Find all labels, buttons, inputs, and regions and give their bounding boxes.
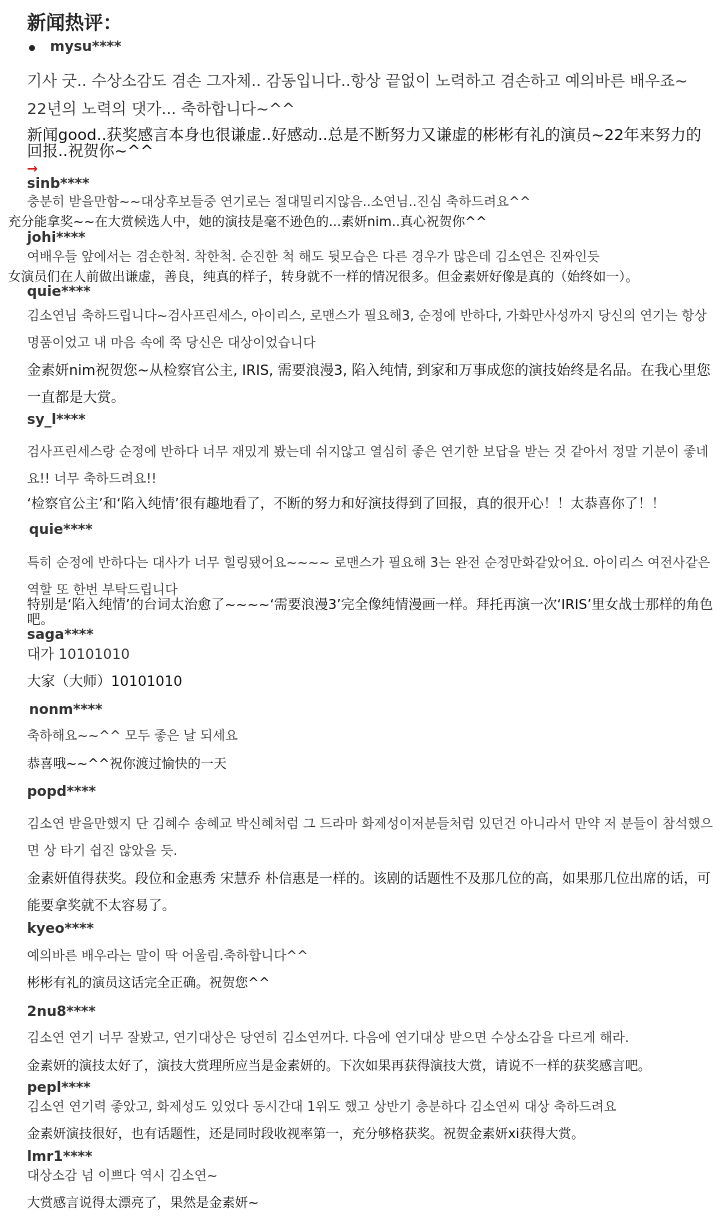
comment-korean: 대가 10101010 [27, 647, 130, 663]
comment-user: johi**** [27, 230, 86, 246]
comment-user: pepl**** [27, 1080, 91, 1096]
comment-user: popd**** [27, 784, 96, 800]
comment-chinese: 女演员们在人前做出谦虚，善良，纯真的样子，转身就不一样的情况很多。但金素妍好像是真的（始终如一）。 [8, 270, 639, 285]
comment-korean: 검사프린세스랑 순정에 반하다 너무 재밌게 봤는데 쉬지않고 열심히 좋은 연기한 보답을 받는 것 같아서 정말 기분이 좋네요!! 너무 축하드려요!! [27, 445, 709, 487]
comment-chinese: 彬彬有礼的演员这话完全正确。祝贺您^^ [27, 976, 270, 991]
comment-korean: 예의바른 배우라는 말이 딱 어울림.축하합니다^^ [27, 949, 309, 964]
comment-korean: 김소연 연기력 좋았고, 화제성도 있었다 동시간대 1위도 했고 상반기 충분하다 김소연씨 대상 축하드려요 [27, 1100, 617, 1115]
comment-chinese: 大家（大师）10101010 [27, 674, 183, 690]
comment-korean: 기사 굿.. 수상소감도 겸손 그자체.. 감동입니다..항상 끝없이 노력하고 겸손하고 예의바른 배우죠~ 22년의 노력의 댓가... 축하합니다~^^ [27, 72, 688, 118]
comment-chinese: 大赏感言说得太漂亮了，果然是金素妍~ [27, 1196, 259, 1211]
comment-korean: 충분히 받을만함~~대상후보들중 연기로는 절대밀리지않음..소연님..진심 축하드려요^^ [27, 195, 531, 210]
comment-user: nonm**** [29, 702, 103, 718]
page-title: 新闻热评： [27, 12, 123, 34]
comment-chinese: 特别是‘陷入纯情’的台词太治愈了~~~~‘需要浪漫3’完全像纯情漫画一样。拜托再演一次‘IRIS’里女战士那样的角色吧。 [27, 597, 713, 628]
comment-korean: 여배우들 앞에서는 겸손한척. 착한척. 순진한 척 해도 뒷모습은 다른 경우가 많은데 김소연은 진짜인듯 [27, 250, 600, 265]
comment-chinese: 恭喜哦~~^^祝你渡过愉快的一天 [27, 757, 227, 772]
comment-user: kyeo**** [27, 921, 94, 937]
comment-korean: 대상소감 넘 이쁘다 역시 김소연~ [27, 1169, 218, 1184]
comment-chinese: 金素妍的演技太好了，演技大赏理所应当是金素妍的。下次如果再获得演技大赏，请说不一样的获奖感言吧。 [27, 1059, 652, 1074]
comment-korean: 김소연 받을만했지 단 김혜수 송혜교 박신혜처럼 그 드라마 화제성이저분들처럼 있던건 아니라서 만약 저 분들이 참석했으면 상 타기 쉽진 않았을 듯. [27, 817, 713, 859]
comment-chinese: 金素妍演技很好，也有话题性，还是同时段收视率第一，充分够格获奖。祝贺金素妍xi获得大赏。 [27, 1127, 585, 1142]
comment-chinese: 金素妍nim祝贺您~从检察官公主, IRIS, 需要浪漫3, 陷入纯情, 到家和万事成您的演技始终是名品。在我心里您一直都是大赏。 [27, 363, 711, 406]
comment-user: quie**** [27, 284, 91, 300]
comment-chinese: ‘检察官公主’和‘陷入纯情’很有趣地看了，不断的努力和好演技得到了回报，真的很开心！！太恭喜你了！！ [27, 496, 666, 512]
comment-chinese: 充分能拿奖~~在大赏候选人中，她的演技是毫不逊色的...素妍nim..真心祝贺你^^ [8, 215, 487, 230]
comment-korean: 김소연 연기 너무 잘봤고, 연기대상은 당연히 김소연꺼다. 다음에 연기대상 받으면 수상소감을 다르게 해라. [27, 1031, 629, 1046]
arrow-icon: → [27, 162, 38, 177]
bullet-icon [29, 45, 35, 51]
comment-user: sinb**** [27, 176, 90, 192]
comment-user: saga**** [27, 627, 94, 643]
comment-chinese: 新闻good..获奖感言本身也很谦虚..好感动..总是不断努力又谦虚的彬彬有礼的演员~22年来努力的回报..祝贺你~^^ [27, 126, 702, 160]
comment-korean: 특히 순정에 반하다는 대사가 너무 힐링됐어요~~~~ 로맨스가 필요해 3는 완전 순정만화같았어요. 아이리스 여전사같은 역할 또 한번 부탁드립니다 [27, 556, 711, 598]
comment-chinese: 金素妍值得获奖。段位和金惠秀 宋慧乔 朴信惠是一样的。该剧的话题性不及那几位的高，如果那几位出席的话，可能要拿奖就不太容易了。 [27, 871, 711, 914]
comment-korean: 김소연님 축하드립니다~검사프린세스, 아이리스, 로맨스가 필요해3, 순정에 반하다, 가화만사성까지 당신의 연기는 항상 명품이었고 내 마음 속에 쭉 당신은 대상이었습니다 [27, 309, 707, 351]
comment-korean: 축하해요~~^^ 모두 좋은 날 되세요 [27, 729, 238, 744]
comment-user: sy_l**** [27, 412, 86, 428]
comment-user: lmr1**** [27, 1149, 93, 1165]
comment-user: mysu**** [50, 39, 122, 55]
comment-user: 2nu8**** [27, 1004, 96, 1020]
comment-user: quie**** [29, 522, 93, 538]
